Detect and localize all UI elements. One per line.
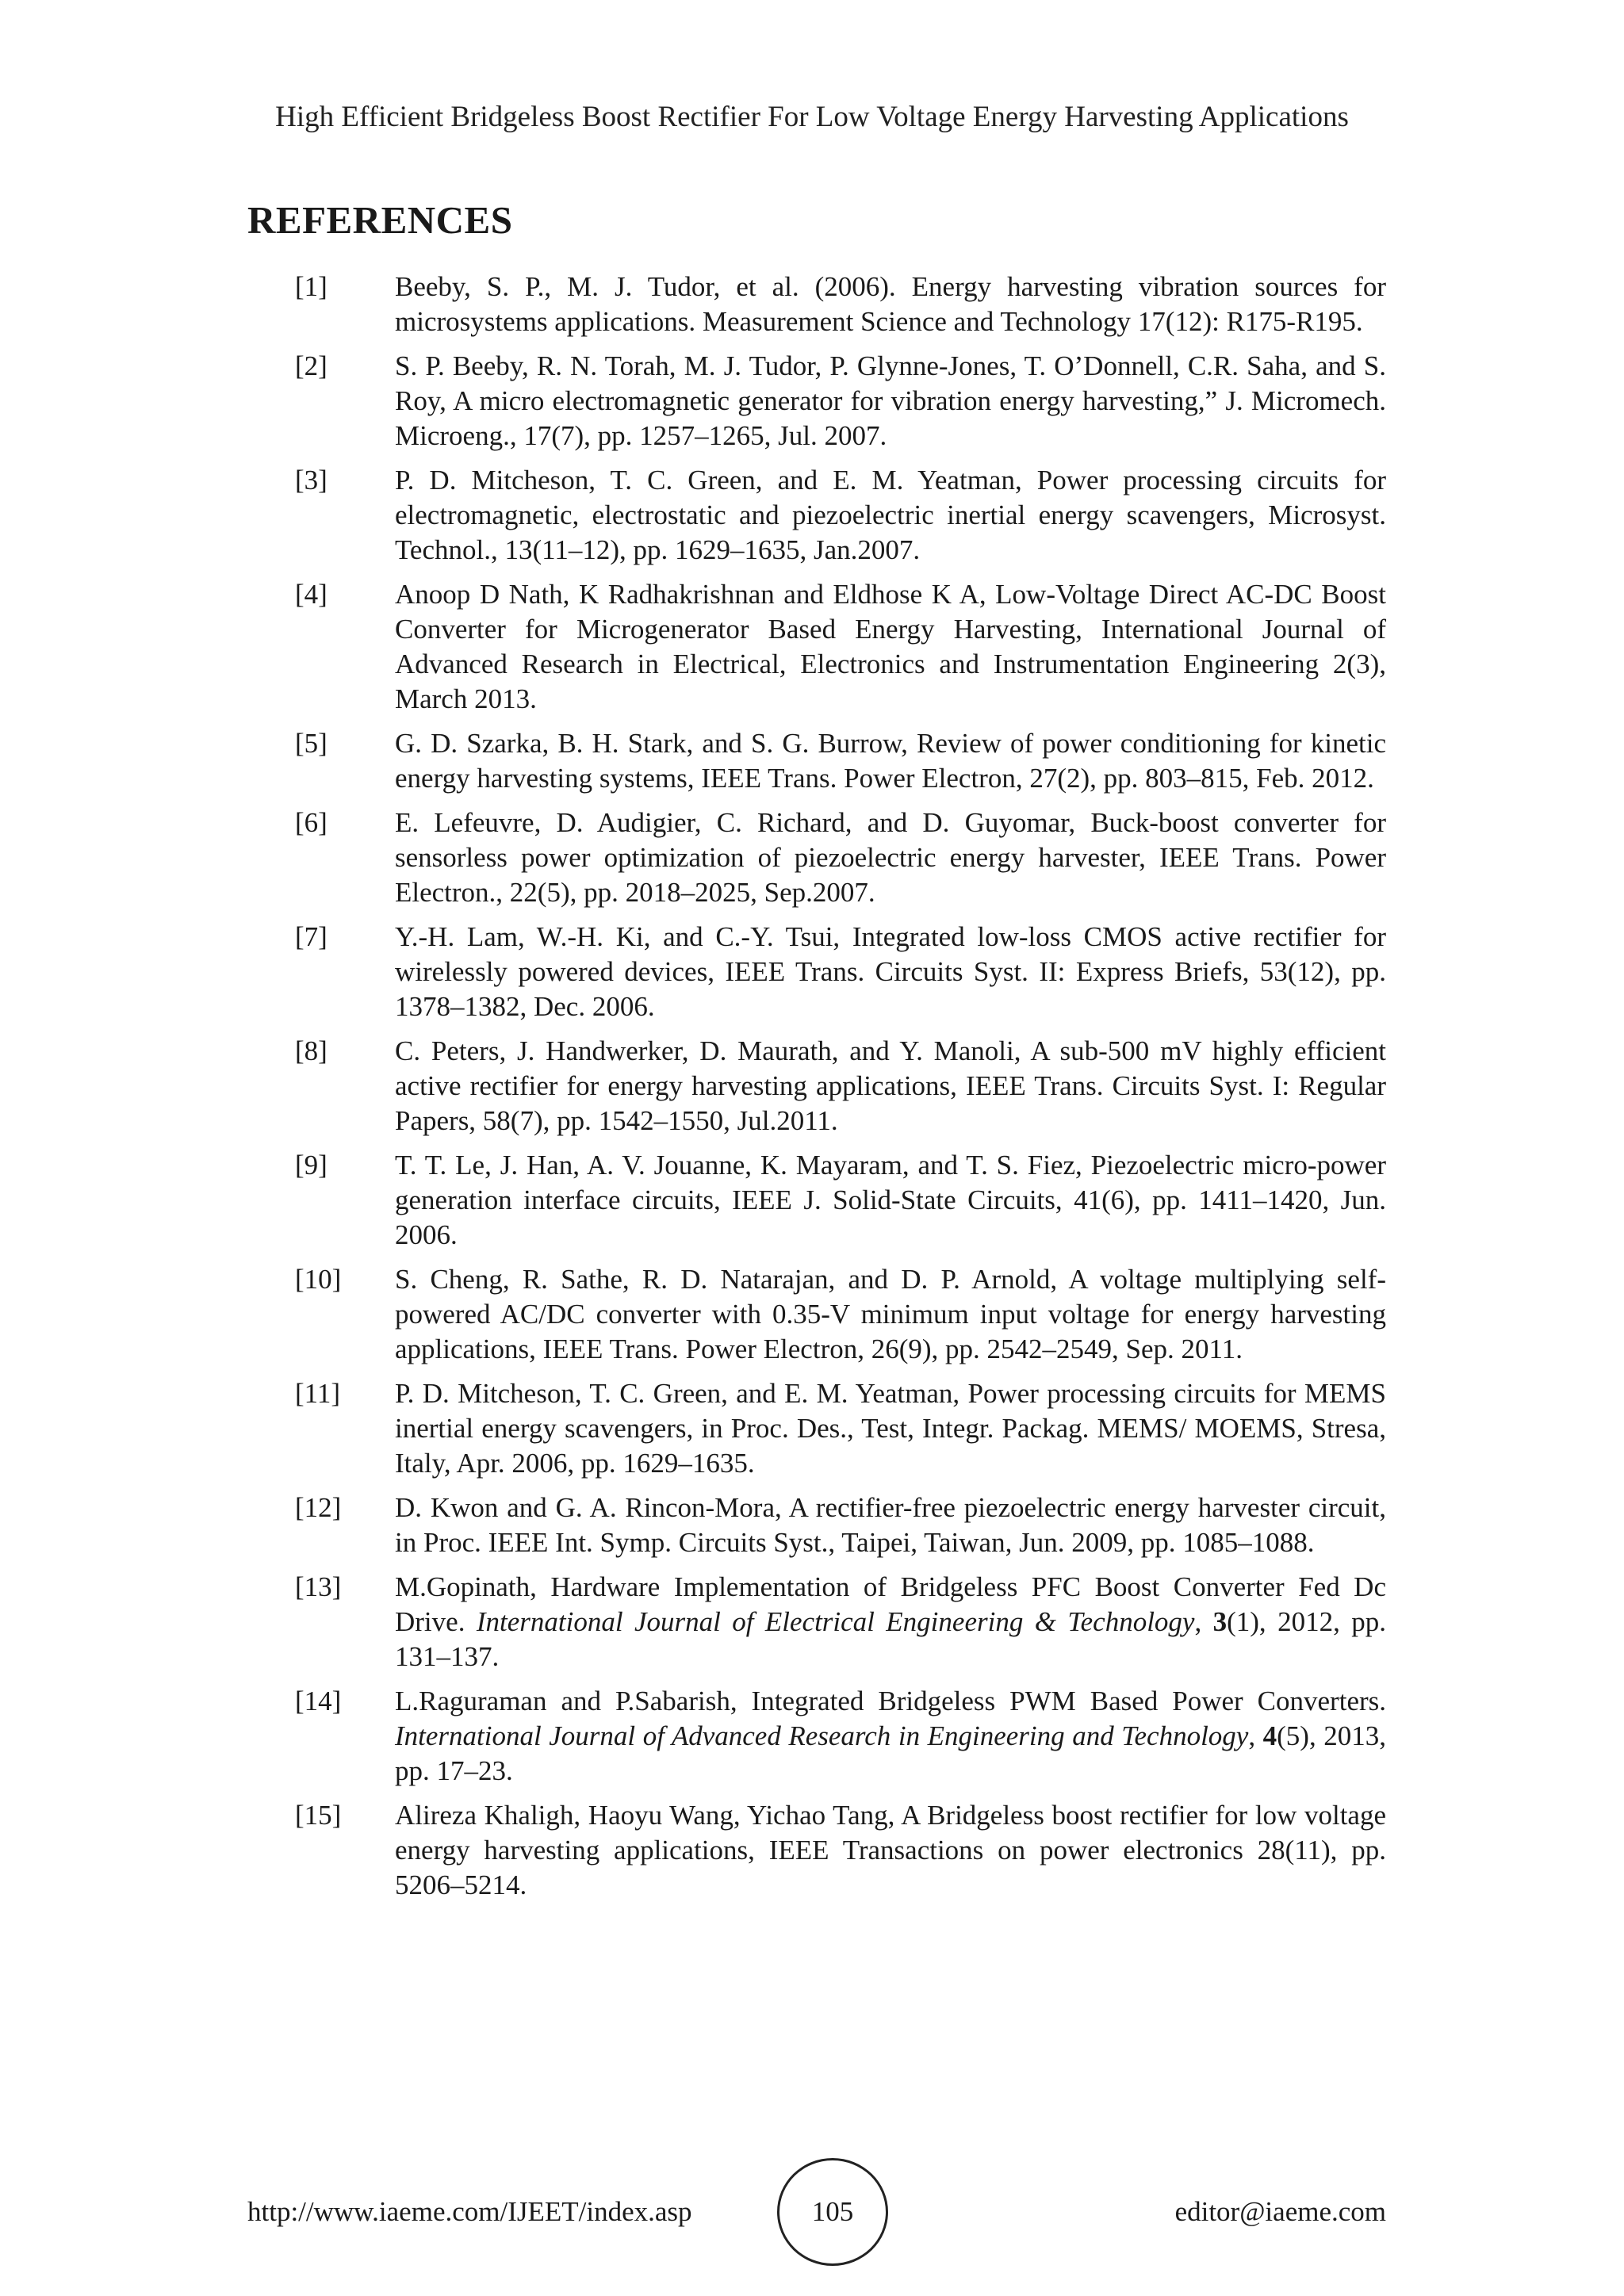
reference-number: [11] xyxy=(295,1378,341,1409)
reference-number: [4] xyxy=(295,579,327,610)
reference-number: [2] xyxy=(295,350,327,381)
reference-segment: S. Cheng, R. Sathe, R. D. Natarajan, and D. P. Arnold, A voltage multiplying self-powered AC/DC converter with 0.35-V minimum input voltage for energy harvesting applications, IEEE Trans. Power Electron, 26(9), pp. 2542–2549, Sep. 2011. xyxy=(395,1264,1386,1364)
reference-segment: D. Kwon and G. A. Rincon-Mora, A rectifier-free piezoelectric energy harvester circuit, in Proc. IEEE Int. Symp. Circuits Syst., Taipei, Taiwan, Jun. 2009, pp. 1085–1088. xyxy=(395,1492,1386,1558)
page-number: 105 xyxy=(811,2196,854,2227)
reference-volume: 4 xyxy=(1262,1720,1277,1751)
reference-number: [9] xyxy=(295,1150,327,1181)
reference-segment: (1), 2012, pp. 131–137. xyxy=(395,1606,1387,1672)
reference-number: [8] xyxy=(295,1035,327,1066)
reference-number: [13] xyxy=(295,1571,342,1602)
reference-segment: P. D. Mitcheson, T. C. Green, and E. M. Yeatman, Power processing circuits for MEMS inertial energy scavengers, in Proc. Des., Test, Integr. Packag. MEMS/ MOEMS, Stresa, Italy, Apr. 2006, pp. 1629–1635. xyxy=(395,1378,1386,1479)
reference-item xyxy=(295,270,1386,339)
reference-segment: M.Gopinath, Hardware Implementation of Bridgeless PFC Boost Converter Fed Dc Drive. xyxy=(395,1571,1386,1637)
reference-text xyxy=(395,1148,1386,1253)
reference-text xyxy=(395,1570,1386,1674)
reference-segment: Beeby, S. P., M. J. Tudor, et al. (2006). Energy harvesting vibration sources for microsystems applications. Measurement Science and Technology 17(12): R175-R195. xyxy=(395,271,1386,337)
reference-number: [10] xyxy=(295,1264,342,1295)
reference-number: [7] xyxy=(295,921,327,952)
reference-item xyxy=(295,1798,1386,1903)
reference-item xyxy=(295,349,1386,453)
reference-text xyxy=(395,1684,1386,1789)
reference-text xyxy=(395,1798,1386,1903)
reference-item xyxy=(295,806,1386,910)
running-header: High Efficient Bridgeless Boost Rectifier For Low Voltage Energy Harvesting Applications xyxy=(275,101,1349,133)
reference-item xyxy=(295,1570,1386,1674)
reference-item xyxy=(295,463,1386,568)
reference-item xyxy=(295,726,1386,796)
reference-text xyxy=(395,463,1386,568)
reference-segment: Anoop D Nath, K Radhakrishnan and Eldhose K A, Low-Voltage Direct AC-DC Boost Converter for Microgenerator Based Energy Harvesting, International Journal of Advanced Research in Electrical, Electronics and Instrumentation Engineering 2(3), March 2013. xyxy=(395,579,1386,714)
page-number-circle xyxy=(777,2158,888,2266)
reference-number: [6] xyxy=(295,807,327,838)
reference-segment: Alireza Khaligh, Haoyu Wang, Yichao Tang, A Bridgeless boost rectifier for low voltage energy harvesting applications, IEEE Transactions on power electronics 28(11), pp. 5206–5214. xyxy=(395,1800,1386,1900)
reference-text xyxy=(395,349,1386,453)
reference-journal-title: International Journal of Electrical Engineering & Technology xyxy=(476,1606,1195,1637)
reference-number: [5] xyxy=(295,728,327,759)
reference-text xyxy=(395,806,1386,910)
reference-item xyxy=(295,1034,1386,1138)
reference-volume: 3 xyxy=(1212,1606,1228,1637)
page-footer xyxy=(247,2158,1386,2269)
reference-text xyxy=(395,270,1386,339)
reference-item xyxy=(295,1376,1386,1481)
reference-segment: S. P. Beeby, R. N. Torah, M. J. Tudor, P. Glynne-Jones, T. O’Donnell, C.R. Saha, and S. Roy, A micro electromagnetic generator for vibration energy harvesting,” J. Micromech. Microeng., 17(7), pp. 1257–1265, Jul. 2007. xyxy=(395,350,1386,451)
reference-segment: L.Raguraman and P.Sabarish, Integrated Bridgeless PWM Based Power Converters. xyxy=(395,1686,1386,1716)
footer-email-link[interactable]: editor@iaeme.com xyxy=(1174,2196,1386,2227)
reference-text xyxy=(395,1376,1386,1481)
reference-text xyxy=(395,726,1386,796)
reference-journal-title: International Journal of Advanced Research in Engineering and Technology xyxy=(395,1720,1249,1751)
reference-number: [15] xyxy=(295,1800,342,1831)
reference-segment: (5), 2013, pp. 17–23. xyxy=(395,1720,1387,1786)
reference-item xyxy=(295,1262,1386,1367)
footer-url-link[interactable]: http://www.iaeme.com/IJEET/index.asp xyxy=(247,2196,692,2227)
reference-number: [1] xyxy=(295,271,327,302)
reference-text xyxy=(395,1490,1386,1560)
reference-segment: Y.-H. Lam, W.-H. Ki, and C.-Y. Tsui, Integrated low-loss CMOS active rectifier for wirelessly powered devices, IEEE Trans. Circuits Syst. II: Express Briefs, 53(12), pp. 1378–1382, Dec. 2006. xyxy=(395,921,1386,1022)
reference-segment: G. D. Szarka, B. H. Stark, and S. G. Burrow, Review of power conditioning for kinetic energy harvesting systems, IEEE Trans. Power Electron, 27(2), pp. 803–815, Feb. 2012. xyxy=(395,728,1386,794)
references-heading: REFERENCES xyxy=(247,198,513,242)
reference-item xyxy=(295,1490,1386,1560)
reference-item xyxy=(295,1148,1386,1253)
reference-number: [3] xyxy=(295,465,327,496)
reference-segment: E. Lefeuvre, D. Audigier, C. Richard, and D. Guyomar, Buck-boost converter for sensorless power optimization of piezoelectric energy harvester, IEEE Trans. Power Electron., 22(5), pp. 2018–2025, Sep.2007. xyxy=(395,807,1386,908)
reference-segment: T. T. Le, J. Han, A. V. Jouanne, K. Mayaram, and T. S. Fiez, Piezoelectric micro-power generation interface circuits, IEEE J. Solid-State Circuits, 41(6), pp. 1411–1420, Jun. 2006. xyxy=(395,1150,1386,1250)
reference-number: [14] xyxy=(295,1686,342,1716)
reference-number: [12] xyxy=(295,1492,342,1523)
reference-list xyxy=(295,270,1386,1912)
reference-text xyxy=(395,577,1386,717)
reference-segment: , xyxy=(1194,1606,1213,1637)
reference-text xyxy=(395,1034,1386,1138)
reference-text xyxy=(395,920,1386,1024)
reference-segment: P. D. Mitcheson, T. C. Green, and E. M. Yeatman, Power processing circuits for electromagnetic, electrostatic and piezoelectric inertial energy scavengers, Microsyst. Technol., 13(11–12), pp. 1629–1635, Jan.2007. xyxy=(395,465,1386,565)
reference-segment: C. Peters, J. Handwerker, D. Maurath, and Y. Manoli, A sub-500 mV highly efficient active rectifier for energy harvesting applications, IEEE Trans. Circuits Syst. I: Regular Papers, 58(7), pp. 1542–1550, Jul.2011. xyxy=(395,1035,1386,1136)
reference-item xyxy=(295,920,1386,1024)
reference-segment: , xyxy=(1248,1720,1263,1751)
reference-item xyxy=(295,1684,1386,1789)
reference-item xyxy=(295,577,1386,717)
reference-text xyxy=(395,1262,1386,1367)
